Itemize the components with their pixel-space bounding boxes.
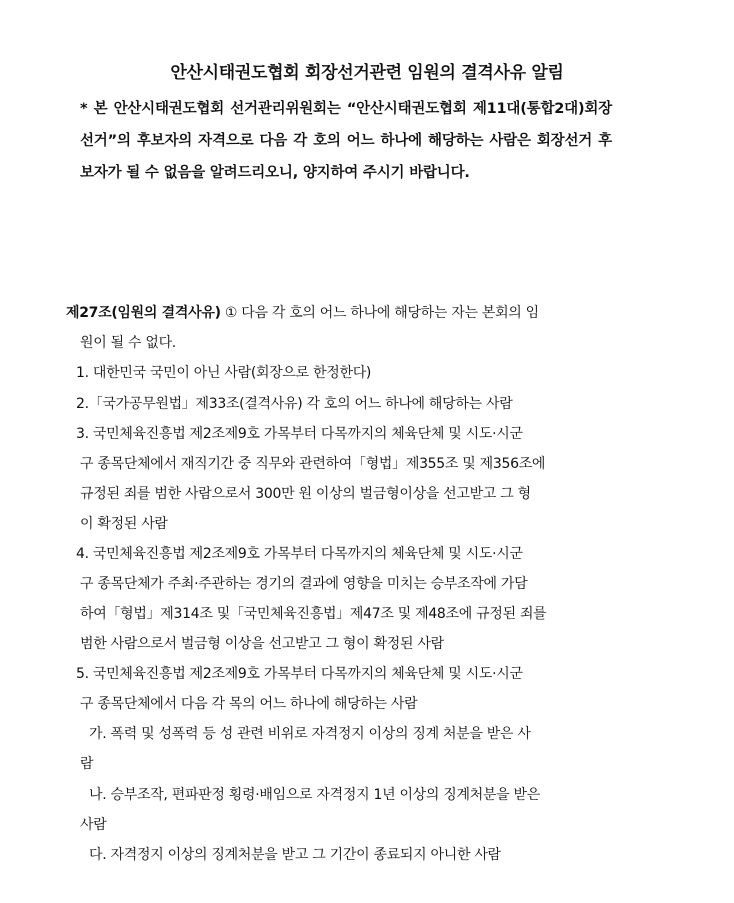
list-item: 4. 국민체육진흥법 제2조제9호 가목부터 다목까지의 체육단체 및 시도·시군 — [76, 546, 523, 562]
notice-paragraph: * 본 안산시태권도협회 선거관리위원회는 “안산시태권도협회 제11대(통합2대)회장선거”의 후보자의 자격으로 다음 각 호의 어느 하나에 해당하는 사람은 회장선거 후보자가 될 수 없음을 알려드리오니, 양지하여 주시기 바랍니다. — [80, 101, 612, 181]
list-item: 5. 국민체육진흥법 제2조제9호 가목부터 다목까지의 체육단체 및 시도·시군 — [76, 666, 523, 682]
sub-list-item-cont: 사람 — [80, 817, 107, 833]
list-item: 1. 대한민국 국민이 아닌 사람(회장으로 한정한다) — [76, 365, 372, 381]
list-item-cont: 이 확정된 사람 — [80, 516, 168, 532]
list-item-cont: 범한 사람으로서 벌금형 이상을 선고받고 그 형이 확정된 사람 — [80, 636, 444, 652]
list-item-cont: 구 종목단체에서 다음 각 목의 어느 하나에 해당하는 사람 — [80, 696, 418, 712]
article-intro-cont: 원이 될 수 없다. — [80, 335, 176, 351]
list-item: 2.「국가공무원법」제33조(결격사유) 각 호의 어느 하나에 해당하는 사람 — [76, 396, 513, 412]
list-item: 3. 국민체육진흥법 제2조제9호 가목부터 다목까지의 체육단체 및 시도·시군 — [76, 426, 523, 442]
list-item-cont: 구 종목단체가 주최·주관하는 경기의 결과에 영향을 미치는 승부조작에 가담 — [80, 576, 528, 592]
article-heading: 제27조(임원의 결격사유) — [66, 305, 221, 321]
sub-list-item: 다. 자격정지 이상의 징계처분을 받고 그 기간이 종료되지 아니한 사람 — [89, 847, 501, 863]
sub-list-item-cont: 람 — [80, 756, 94, 772]
sub-list-item: 가. 폭력 및 성폭력 등 성 관련 비위로 자격정지 이상의 징계 처분을 받은 사 — [89, 726, 531, 742]
list-item-cont: 규정된 죄를 범한 사람으로서 300만 원 이상의 벌금형이상을 선고받고 그 형 — [80, 486, 531, 502]
sub-list-item: 나. 승부조작, 편파판정 횡령·배임으로 자격정지 1년 이상의 징계처분을 받은 — [89, 787, 540, 803]
article-intro-text: ① 다음 각 호의 어느 하나에 해당하는 자는 본회의 임 — [220, 305, 539, 321]
list-item-cont: 하여「형법」제314조 및「국민체육진흥법」제47조 및 제48조에 규정된 죄를 — [80, 606, 547, 622]
list-item-cont: 구 종목단체에서 재직기간 중 직무와 관련하여「형법」제355조 및 제356조에 — [80, 456, 546, 472]
document-title: 안산시태권도협회 회장선거관련 임원의 결격사유 알림 — [170, 63, 564, 83]
article-intro — [66, 302, 539, 322]
